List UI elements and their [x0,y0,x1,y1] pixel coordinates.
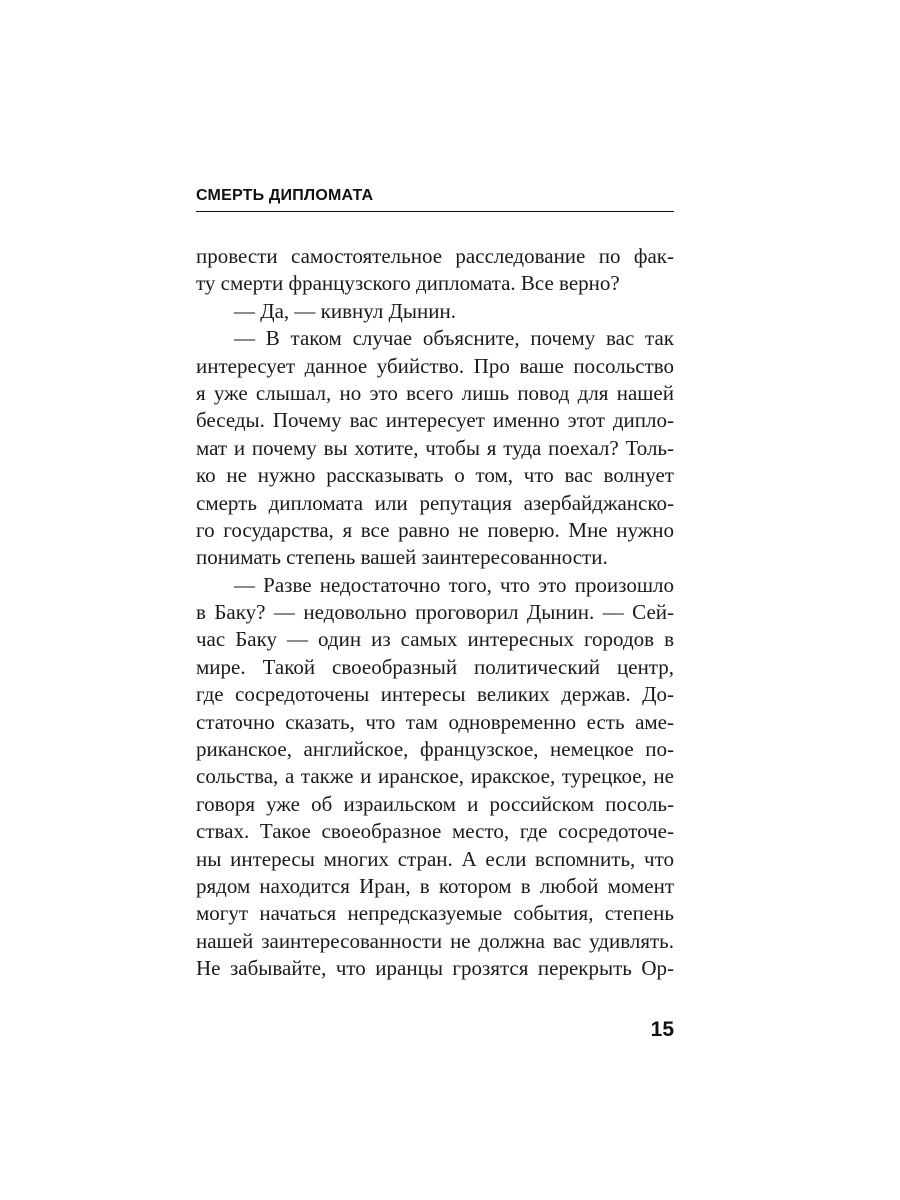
text-line: говоря уже об израильском и российском посоль- [196,791,674,816]
body-text [196,243,674,983]
text-line: — В таком случае объясните, почему вас так [234,326,674,351]
text-line: — Да, — кивнул Дынин. [234,298,456,323]
text-line: понимать степень вашей заинтересованности. [196,545,608,570]
text-line: Не забывайте, что иранцы грозятся перекрыть Ор- [196,956,674,981]
text-line: провести самостоятельное расследование по фак- [196,244,674,268]
running-header: СМЕРТЬ ДИПЛОМАТА [196,187,374,204]
header-rule [196,211,674,212]
text-line: я уже слышал, но это всего лишь повод для нашей [196,380,674,405]
text-line: беседы. Почему вас интересует именно этот дипло- [196,408,674,433]
text-line: ко не нужно рассказывать о том, что вас волнует [196,463,674,488]
text-line: статочно сказать, что там одновременно есть аме- [196,709,674,734]
text-line: нашей заинтересованности не должна вас удивлять. [196,928,674,953]
text-line: ны интересы многих стран. А если вспомнить, что [196,846,674,871]
text-line: риканское, английское, французское, немецкое по- [196,737,674,762]
text-line: мат и почему вы хотите, чтобы я туда поехал? Толь- [196,435,674,460]
text-line: го государства, я все равно не поверю. Мне нужно [196,517,674,542]
text-line: смерть дипломата или репутация азербайджанско- [196,490,674,515]
text-line: рядом находится Иран, в котором в любой момент [196,873,674,898]
text-line: интересует данное убийство. Про ваше посольство [196,353,674,378]
page-number: 15 [650,1018,674,1041]
text-line: в Баку? — недовольно проговорил Дынин. — Сей- [196,600,674,625]
text-line: час Баку — один из самых интересных городов в [196,627,674,652]
text-line: могут начаться непредсказуемые события, степень [196,901,674,926]
text-line: сольства, а также и иранское, иракское, турецкое, не [196,764,674,789]
text-line: — Разве недостаточно того, что это произошло [234,572,674,597]
text-line: мире. Такой своеобразный политический центр, [196,654,674,679]
text-line: ствах. Такое своеобразное место, где сосредоточе- [196,819,674,844]
text-line: ту смерти французского дипломата. Все верно? [196,271,620,296]
text-line: где сосредоточены интересы великих держав. До- [196,682,674,707]
